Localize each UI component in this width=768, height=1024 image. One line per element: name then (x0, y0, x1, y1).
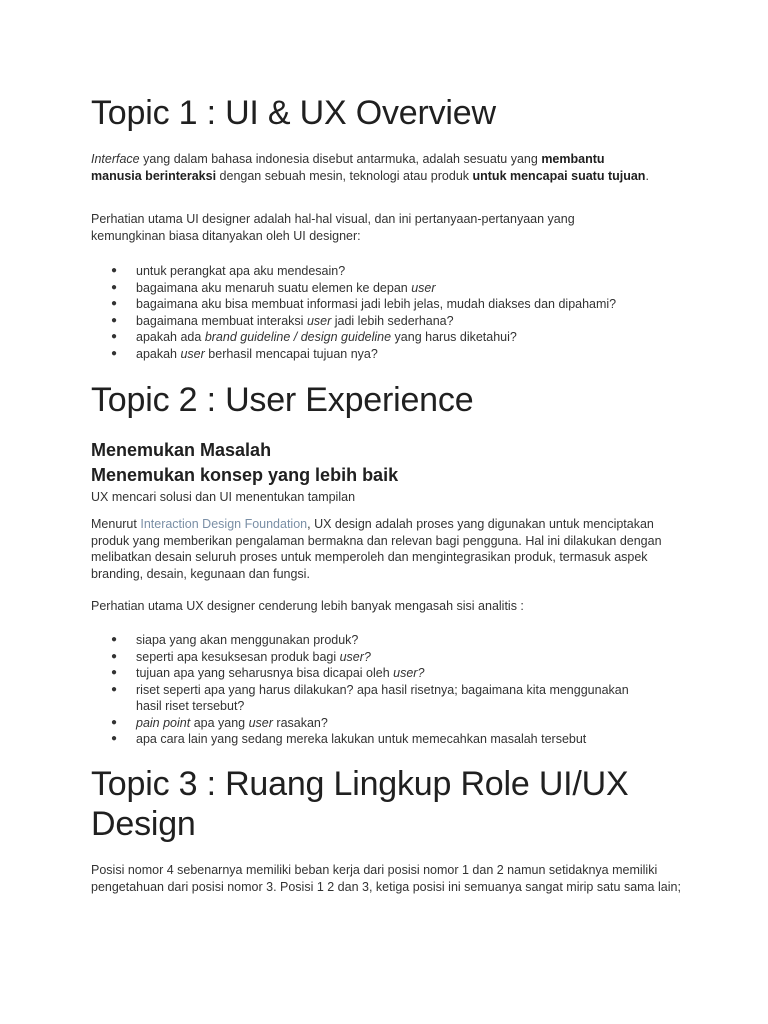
list-item: ● untuk perangkat apa aku mendesain? (111, 264, 346, 278)
subheading-menemukan-masalah: Menemukan Masalah (91, 440, 272, 460)
interaction-design-foundation-link[interactable]: Interaction Design Foundation (140, 517, 308, 531)
ux-definition-paragraph: Menurut Interaction Design Foundation, UX design adalah proses yang digunakan untuk menciptakan produk yang memberikan pengalaman bermakna dan relevan bagi pengguna. Hal ini dilakukan dengan melibatkan desain seluruh proses untuk memperoleh dan mengintegrasikan produk, termasuk aspek branding, desain, kegunaan dan fungsi. (91, 517, 662, 581)
topic-3-title: Topic 3 : Ruang Lingkup Role UI/UX Design (91, 765, 629, 843)
list-item: ● seperti apa kesuksesan produk bagi user? (111, 649, 371, 664)
list-item: ● tujuan apa yang seharusnya bisa dicapai oleh user? (111, 666, 425, 680)
list-item: ● riset seperti apa yang harus dilakukan? apa hasil risetnya; bagaimana kita menggunakan hasil riset tersebut? (111, 682, 629, 713)
bullet-icon: ● (111, 650, 118, 662)
list-item: ● bagaimana aku menaruh suatu elemen ke depan user (111, 280, 436, 295)
bullet-icon: ● (111, 683, 118, 695)
bullet-icon: ● (111, 716, 118, 728)
list-item: ● apakah ada brand guideline / design guideline yang harus diketahui? (111, 330, 517, 344)
interface-word: Interface (91, 152, 140, 166)
topic-1-intro-paragraph: Interface yang dalam bahasa indonesia disebut antarmuka, adalah sesuatu yang membantu manusia berinteraksi dengan sebuah mesin, teknologi atau produk untuk mencapai suatu tujuan. (91, 152, 649, 183)
list-item: ● apa cara lain yang sedang mereka lakukan untuk memecahkan masalah tersebut (111, 732, 587, 746)
list-item: ● bagaimana aku bisa membuat informasi jadi lebih jelas, mudah diakses dan dipahami? (111, 297, 617, 311)
ux-ui-summary: UX mencari solusi dan UI menentukan tampilan (91, 490, 356, 504)
ux-focus-paragraph: Perhatian utama UX designer cenderung lebih banyak mengasah sisi analitis : (91, 599, 524, 613)
topic-2-title: Topic 2 : User Experience (91, 381, 474, 419)
list-item: ● siapa yang akan menggunakan produk? (111, 633, 359, 647)
bullet-icon: ● (111, 281, 118, 293)
bullet-icon: ● (111, 331, 118, 342)
subheading-menemukan-konsep: Menemukan konsep yang lebih baik (91, 465, 399, 485)
bullet-icon: ● (111, 265, 118, 276)
bullet-icon: ● (111, 314, 118, 326)
topic-1-bullet-list (91, 263, 691, 362)
bullet-icon: ● (111, 733, 118, 744)
bullet-icon: ● (111, 347, 118, 359)
list-item: ● bagaimana membuat interaksi user jadi lebih sederhana? (111, 313, 454, 328)
bullet-icon: ● (111, 634, 118, 645)
topic-2-bullet-list (91, 632, 691, 748)
bullet-icon: ● (111, 667, 118, 678)
list-item: ● apakah user berhasil mencapai tujuan nya? (111, 346, 378, 361)
topic-3-paragraph: Posisi nomor 4 sebenarnya memiliki beban kerja dari posisi nomor 1 dan 2 namun setidaknya memiliki pengetahuan dari posisi nomor 3. Posisi 1 2 dan 3, ketiga posisi ini semuanya sangat mirip satu sama lain; (91, 863, 681, 894)
topic-1-title: Topic 1 : UI & UX Overview (91, 94, 496, 132)
topic-1-focus-paragraph: Perhatian utama UI designer adalah hal-hal visual, dan ini pertanyaan-pertanyaan yang kemungkinan biasa ditanyakan oleh UI designer: (91, 212, 575, 243)
list-item: ● pain point apa yang user rasakan? (111, 715, 328, 730)
bullet-icon: ● (111, 298, 118, 309)
